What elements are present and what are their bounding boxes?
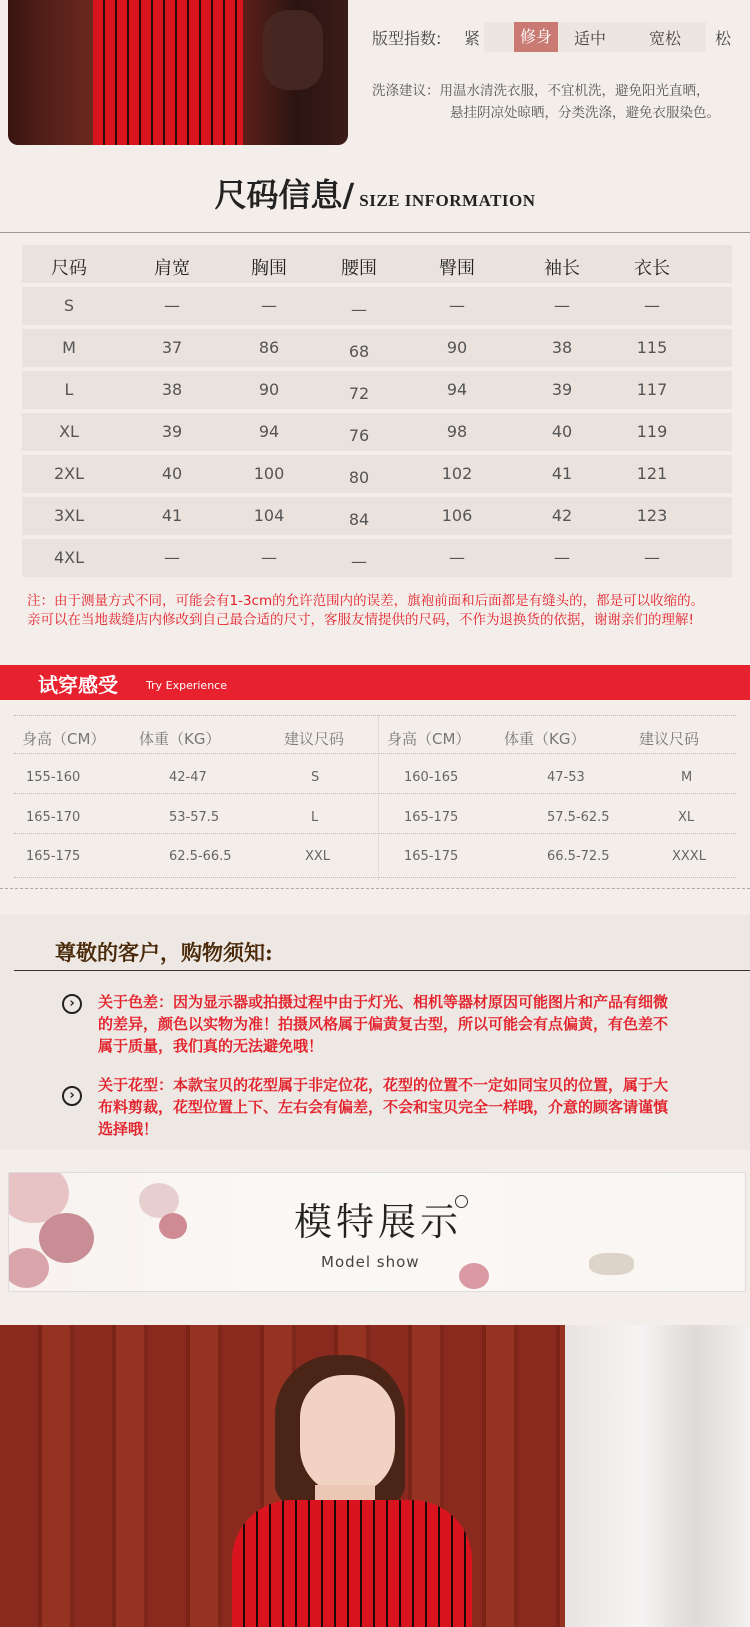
flower-decoration	[8, 1248, 49, 1288]
try-cell: 165-175	[404, 849, 459, 864]
fit-left-label: 紧	[464, 29, 481, 48]
size-header-cell: 臀围	[439, 258, 475, 279]
try-header-cell: 建议尺码	[639, 730, 700, 748]
note-line-2: 亲可以在当地裁缝店内修改到自己最合适的尺寸，客服友情提供的尺码，不作为退换货的依据，谢谢亲们的理解!	[27, 612, 694, 628]
model-photo	[0, 1325, 750, 1627]
size-cell: —	[449, 548, 465, 567]
size-cell: —	[351, 552, 367, 571]
size-header-cell: 肩宽	[154, 258, 190, 279]
size-cell: 76	[348, 426, 370, 445]
fit-index-row	[372, 22, 742, 52]
model-show-banner	[8, 1172, 746, 1292]
size-cell: —	[449, 296, 465, 315]
try-header-cell: 体重（KG）	[139, 730, 221, 748]
size-cell: 39	[161, 422, 183, 441]
size-cell: 38	[551, 338, 573, 357]
size-cell: 115	[636, 338, 668, 357]
flower-decoration	[39, 1213, 94, 1263]
size-table-row	[22, 371, 732, 409]
try-cell: 57.5-62.5	[547, 810, 610, 825]
try-cell: XXXL	[672, 849, 706, 864]
size-cell: 72	[348, 384, 370, 403]
size-cell: —	[644, 296, 660, 315]
try-cell: XXL	[305, 849, 331, 864]
size-table-row	[22, 455, 732, 493]
wash-line-2: 悬挂阴凉处晾晒，分类洗涤，避免衣服染色。	[450, 105, 720, 121]
size-title-zh: 尺码信息/	[214, 176, 355, 214]
try-header-cell: 建议尺码	[284, 730, 345, 748]
try-cell: 165-175	[26, 849, 81, 864]
try-cell: M	[681, 770, 693, 785]
size-table-row	[22, 287, 732, 325]
curtain-image	[565, 1325, 750, 1627]
size-table	[22, 245, 732, 581]
flower-decoration	[159, 1213, 187, 1239]
size-cell: 40	[161, 464, 183, 483]
size-cell: —	[554, 548, 570, 567]
size-table-header	[22, 245, 732, 283]
size-header-cell: 胸围	[251, 258, 287, 279]
size-cell: —	[261, 548, 277, 567]
size-table-row	[22, 329, 732, 367]
size-table-row	[22, 497, 732, 535]
size-cell: 102	[441, 464, 473, 483]
model-face	[300, 1375, 395, 1495]
size-cell: —	[164, 548, 180, 567]
try-header-cell: 身高（CM）	[387, 730, 471, 748]
try-header-cell: 身高（CM）	[22, 730, 106, 748]
size-cell: 94	[258, 422, 280, 441]
size-cell: 117	[636, 380, 668, 399]
size-cell: 90	[258, 380, 280, 399]
try-cell: 53-57.5	[169, 810, 220, 825]
fit-label: 版型指数:	[372, 29, 442, 48]
try-cell: S	[311, 770, 320, 785]
size-cell: 123	[636, 506, 668, 525]
fit-scale	[484, 22, 706, 52]
try-cell: 165-170	[26, 810, 81, 825]
size-cell: 3XL	[53, 506, 85, 525]
size-cell: M	[62, 338, 76, 357]
size-cell: 4XL	[53, 548, 85, 567]
try-experience-bar	[0, 665, 750, 700]
size-cell: 98	[446, 422, 468, 441]
size-cell: 68	[348, 342, 370, 361]
fit-right-label: 松	[715, 29, 732, 48]
size-header-cell: 尺码	[51, 258, 87, 279]
notice-title: 尊敬的客户，购物须知:	[55, 940, 273, 965]
size-cell: —	[164, 296, 180, 315]
size-cell: —	[261, 296, 277, 315]
try-cell: 155-160	[26, 770, 81, 785]
size-cell: 86	[258, 338, 280, 357]
size-info-title	[0, 170, 750, 216]
size-cell: —	[351, 300, 367, 319]
dashed-divider	[0, 888, 750, 889]
row-divider	[14, 793, 736, 794]
size-cell: 41	[161, 506, 183, 525]
size-cell: S	[63, 296, 75, 315]
row-divider	[14, 715, 736, 716]
wash-line-1: 洗涤建议：用温水清洗衣服，不宜机洗，避免阳光直晒，	[372, 83, 710, 99]
try-experience-table	[14, 715, 736, 880]
size-cell: —	[644, 548, 660, 567]
try-cell: 66.5-72.5	[547, 849, 610, 864]
circle-decoration	[455, 1195, 468, 1208]
try-header-cell: 体重（KG）	[504, 730, 586, 748]
try-cell: 160-165	[404, 770, 459, 785]
size-cell: 41	[551, 464, 573, 483]
arrow-right-icon: ›	[62, 1086, 82, 1106]
size-header-cell: 袖长	[544, 258, 580, 279]
size-cell: 80	[348, 468, 370, 487]
size-cell: 106	[441, 506, 473, 525]
size-header-cell: 腰围	[341, 258, 377, 279]
wash-advice	[372, 80, 742, 124]
chair-image	[263, 10, 323, 90]
row-divider	[14, 753, 736, 754]
fit-option-selected: 修身	[514, 22, 558, 52]
note-line-1: 注：由于测量方式不同，可能会有1-3cm的允许范围内的误差，旗袍前面和后面都是有缝头的，都是可以收缩的。	[27, 593, 705, 609]
size-cell: 84	[348, 510, 370, 529]
size-table-row	[22, 413, 732, 451]
column-divider	[378, 715, 379, 880]
try-cell: 62.5-66.5	[169, 849, 232, 864]
size-cell: 100	[253, 464, 285, 483]
size-note	[27, 592, 747, 630]
row-divider	[14, 877, 736, 878]
notice-item-color: 关于色差：因为显示器或拍摄过程中由于灯光、相机等器材原因可能图片和产品有细微的差异，颜色以实物为准！拍摄风格属于偏黄复古型，所以可能会有点偏黄，有色差不属于质量，我们真的无法避免哦！	[98, 993, 669, 1055]
size-table-row	[22, 539, 732, 577]
butterfly-decoration	[589, 1253, 634, 1275]
size-cell: 119	[636, 422, 668, 441]
try-cell: 165-175	[404, 810, 459, 825]
size-header-cell: 衣长	[634, 258, 670, 279]
product-photo-top	[8, 0, 348, 145]
size-cell: 121	[636, 464, 668, 483]
banner-title-en: Model show	[321, 1253, 420, 1271]
notice-item-pattern: 关于花型：本款宝贝的花型属于非定位花，花型的位置不一定如同宝贝的位置，属于大布料剪裁，花型位置上下、左右会有偏差，不会和宝贝完全一样哦，介意的顾客请谨慎选择哦！	[98, 1076, 669, 1138]
size-cell: L	[64, 380, 74, 399]
size-cell: 37	[161, 338, 183, 357]
size-cell: 40	[551, 422, 573, 441]
fit-option-medium: 适中	[574, 29, 607, 48]
size-cell: 42	[551, 506, 573, 525]
divider	[0, 232, 750, 233]
try-cell: 47-53	[547, 770, 585, 785]
notice-divider	[14, 970, 750, 971]
try-cell: XL	[678, 810, 695, 825]
try-cell: 42-47	[169, 770, 207, 785]
try-title-en: Try Experience	[146, 679, 227, 692]
arrow-right-icon: ›	[62, 994, 82, 1014]
size-cell: 2XL	[53, 464, 85, 483]
size-title-en: SIZE INFORMATION	[359, 191, 536, 210]
fit-option-loose: 宽松	[649, 29, 682, 48]
try-title-zh: 试穿感受	[38, 673, 118, 697]
size-cell: 104	[253, 506, 285, 525]
flower-decoration	[459, 1263, 489, 1289]
size-cell: —	[554, 296, 570, 315]
size-cell: XL	[59, 422, 79, 441]
size-cell: 94	[446, 380, 468, 399]
try-cell: L	[311, 810, 319, 825]
size-cell: 39	[551, 380, 573, 399]
banner-title-zh: 模特展示	[294, 1200, 463, 1244]
size-cell: 38	[161, 380, 183, 399]
model-dress	[232, 1500, 472, 1627]
dress-image	[93, 0, 243, 145]
size-cell: 90	[446, 338, 468, 357]
row-divider	[14, 833, 736, 834]
